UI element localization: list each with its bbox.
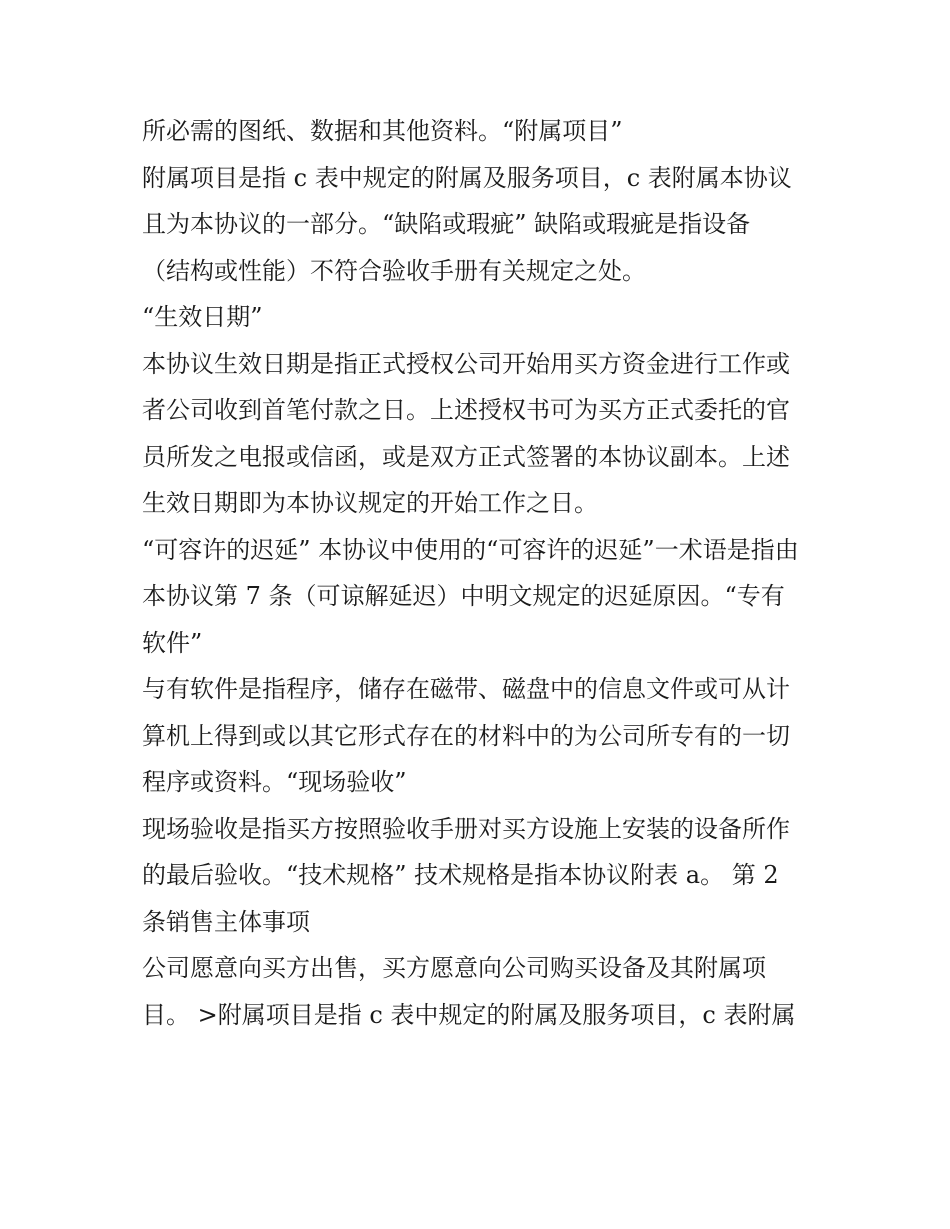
text-line: “生效日期”	[142, 303, 263, 331]
text-line: （结构或性能）不符合验收手册有关规定之处。	[142, 256, 646, 285]
text-line: 所必需的图纸、数据和其他资料。“附属项目”	[142, 117, 623, 145]
text-line: 本协议第 7 条（可谅解延迟）中明文规定的迟延原因。“专有	[142, 582, 785, 610]
text-line: 且为本协议的一部分。“缺陷或瑕疵” 缺陷或瑕疵是指设备	[142, 210, 751, 238]
text-line: 公司愿意向买方出售，买方愿意向公司购买设备及其附属项	[142, 954, 766, 982]
text-line: 目。 >附属项目是指 c 表中规定的附属及服务项目，c 表附属	[142, 1000, 796, 1029]
text-line: 本协议生效日期是指正式授权公司开始用买方资金进行工作或	[142, 349, 790, 378]
text-line: 与有软件是指程序，储存在磁带、磁盘中的信息文件或可从计	[142, 675, 790, 703]
text-line: 算机上得到或以其它形式存在的材料中的为公司所专有的一切	[142, 721, 790, 750]
text-line: 的最后验收。“技术规格” 技术规格是指本协议附表 a。 第 2	[142, 861, 779, 889]
document-body	[142, 108, 822, 1038]
text-line: 条销售主体事项	[142, 907, 310, 936]
text-line: 者公司收到首笔付款之日。上述授权书可为买方正式委托的官	[142, 396, 790, 424]
text-line: 程序或资料。“现场验收”	[142, 768, 407, 796]
text-line: 员所发之电报或信函，或是双方正式签署的本协议副本。上述	[142, 442, 790, 471]
text-line: 附属项目是指 c 表中规定的附属及服务项目，c 表附属本协议	[142, 163, 792, 192]
text-line: “可容许的迟延” 本协议中使用的“可容许的迟延”一术语是指由	[142, 535, 799, 564]
text-line: 软件”	[142, 628, 203, 657]
text-line: 现场验收是指买方按照验收手册对买方设施上安装的设备所作	[142, 814, 790, 843]
text-line: 生效日期即为本协议规定的开始工作之日。	[142, 489, 598, 517]
